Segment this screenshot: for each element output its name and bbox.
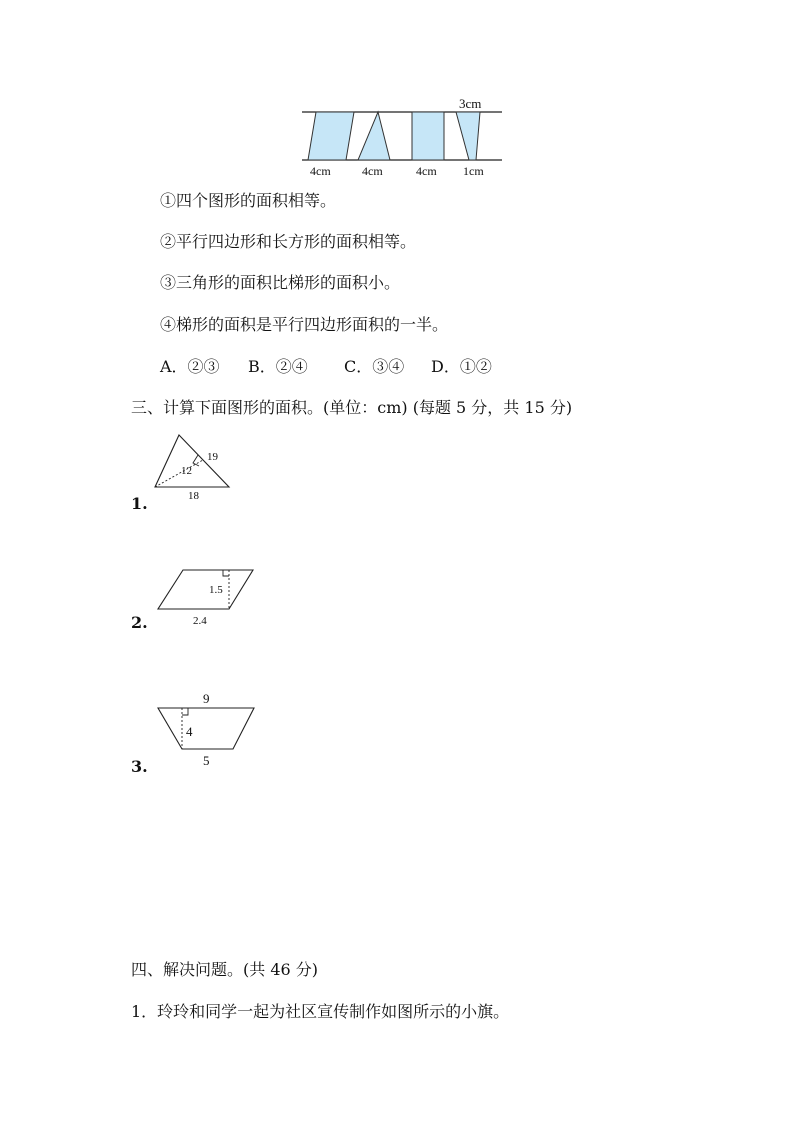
bottom-length-label-2: 4cm	[362, 164, 383, 178]
section4-question-1: 1．玲玲和同学一起为社区宣传制作如图所示的小旗。	[131, 1002, 510, 1021]
statement-3: ③三角形的面积比梯形的面积小。	[160, 273, 401, 292]
trapezoid-top-label: 9	[203, 691, 210, 706]
parallelogram-outline	[158, 570, 253, 609]
triangle-problem-figure	[150, 430, 240, 506]
option-b: B．②④	[248, 357, 308, 376]
bottom-length-label-4: 1cm	[463, 164, 484, 178]
top-length-label: 3cm	[459, 96, 482, 111]
option-a: A．②③	[160, 357, 220, 376]
right-angle-mark	[182, 708, 188, 715]
triangle-height-label: 12	[181, 465, 192, 477]
parallelogram-problem-figure	[150, 562, 260, 628]
problem-1-number: 1.	[131, 494, 148, 513]
shapes-figure	[296, 92, 512, 182]
right-angle-mark	[193, 455, 199, 466]
problem-2-number: 2.	[131, 613, 148, 632]
trapezoid-problem-figure	[150, 688, 265, 770]
triangle-base-label: 18	[188, 490, 199, 502]
trapezoid-outline	[158, 708, 254, 749]
option-c: C．③④	[344, 357, 405, 376]
statement-2: ②平行四边形和长方形的面积相等。	[160, 232, 417, 251]
triangle-shape	[358, 112, 390, 160]
bottom-length-label-3: 4cm	[416, 164, 437, 178]
section3-title: 三、计算下面图形的面积。(单位：cm) (每题 5 分，共 15 分)	[131, 398, 573, 417]
section4-title: 四、解决问题。(共 46 分)	[131, 960, 319, 979]
option-d: D．①②	[431, 357, 492, 376]
statement-1: ①四个图形的面积相等。	[160, 191, 337, 210]
trapezoid-shape	[456, 112, 480, 160]
problem-3-number: 3.	[131, 757, 148, 776]
parallelogram-shape	[308, 112, 354, 160]
trapezoid-height-label: 4	[186, 724, 193, 739]
parallelogram-base-label: 2.4	[193, 615, 207, 627]
rectangle-shape	[412, 112, 444, 160]
bottom-length-label-1: 4cm	[310, 164, 331, 178]
parallelogram-height-label: 1.5	[209, 584, 223, 596]
trapezoid-bottom-label: 5	[203, 753, 210, 768]
right-angle-mark	[223, 570, 229, 576]
triangle-side-label: 19	[207, 451, 218, 463]
statement-4: ④梯形的面积是平行四边形面积的一半。	[160, 315, 449, 334]
